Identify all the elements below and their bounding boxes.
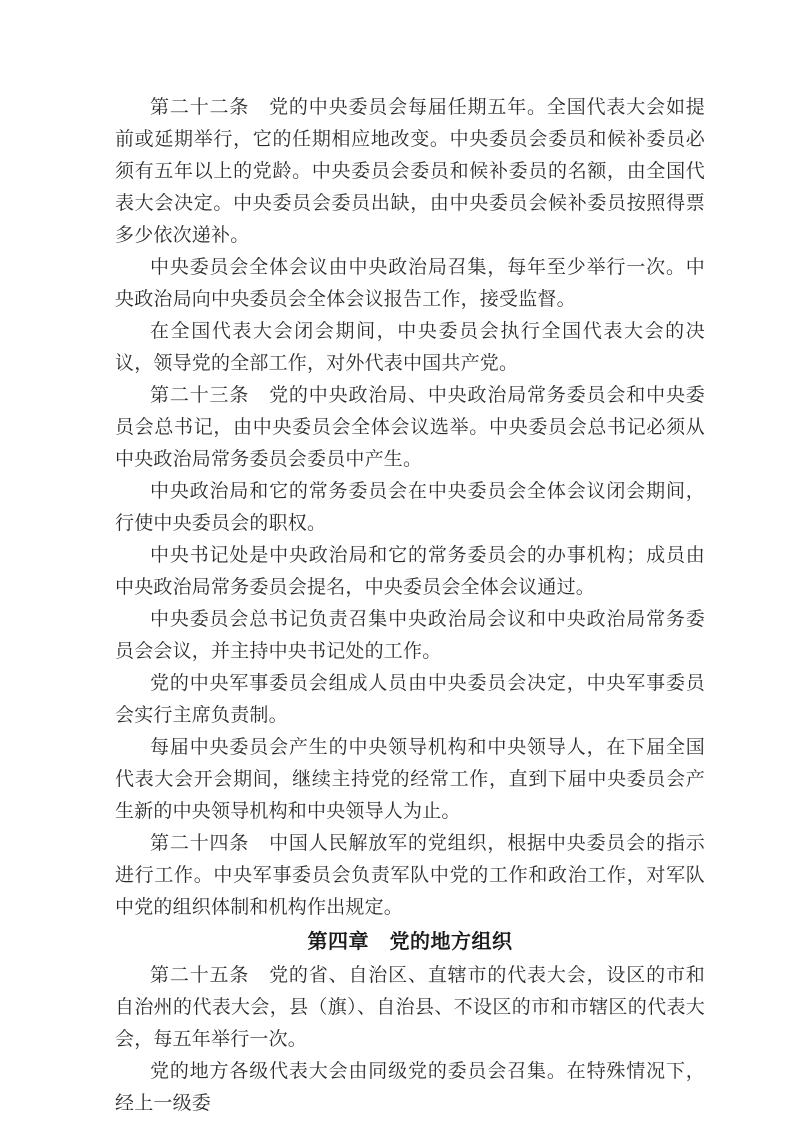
- article-paragraph: 在全国代表大会闭会期间，中央委员会执行全国代表大会的决议，领导党的全部工作，对外代表中国共产党。: [115, 321, 705, 374]
- article-paragraph: 中央书记处是中央政治局和它的常务委员会的办事机构；成员由中央政治局常务委员会提名，中央委员会全体会议通过。: [115, 545, 705, 598]
- article-paragraph: 党的地方各级代表大会由同级党的委员会召集。在特殊情况下，经上一级委: [115, 1061, 705, 1114]
- article-paragraph: 第二十五条 党的省、自治区、直辖市的代表大会，设区的市和自治州的代表大会，县（旗）、自治县、不设区的市和市辖区的代表大会，每五年举行一次。: [115, 965, 705, 1050]
- article-paragraph: 第二十二条 党的中央委员会每届任期五年。全国代表大会如提前或延期举行，它的任期相应地改变。中央委员会委员和候补委员必须有五年以上的党龄。中央委员会委员和候补委员的名额，由全国代表大会决定。中央委员会委员出缺，由中央委员会候补委员按照得票多少依次递补。: [115, 97, 705, 246]
- article-paragraph: 每届中央委员会产生的中央领导机构和中央领导人，在下届全国代表大会开会期间，继续主持党的经常工作，直到下届中央委员会产生新的中央领导机构和中央领导人为止。: [115, 737, 705, 822]
- article-paragraph: 中央委员会总书记负责召集中央政治局会议和中央政治局常务委员会会议，并主持中央书记处的工作。: [115, 609, 705, 662]
- article-paragraph: 第二十三条 党的中央政治局、中央政治局常务委员会和中央委员会总书记，由中央委员会全体会议选举。中央委员会总书记必须从中央政治局常务委员会委员中产生。: [115, 385, 705, 470]
- chapter-heading: 第四章 党的地方组织: [307, 931, 513, 953]
- article-paragraph: 中央委员会全体会议由中央政治局召集，每年至少举行一次。中央政治局向中央委员会全体会议报告工作，接受监督。: [115, 257, 705, 310]
- article-paragraph: 党的中央军事委员会组成人员由中央委员会决定，中央军事委员会实行主席负责制。: [115, 673, 705, 726]
- document-body: [115, 92, 705, 1120]
- article-paragraph: 第二十四条 中国人民解放军的党组织，根据中央委员会的指示进行工作。中央军事委员会负责军队中党的工作和政治工作，对军队中党的组织体制和机构作出规定。: [115, 833, 705, 918]
- article-paragraph: 中央政治局和它的常务委员会在中央委员会全体会议闭会期间，行使中央委员会的职权。: [115, 481, 705, 534]
